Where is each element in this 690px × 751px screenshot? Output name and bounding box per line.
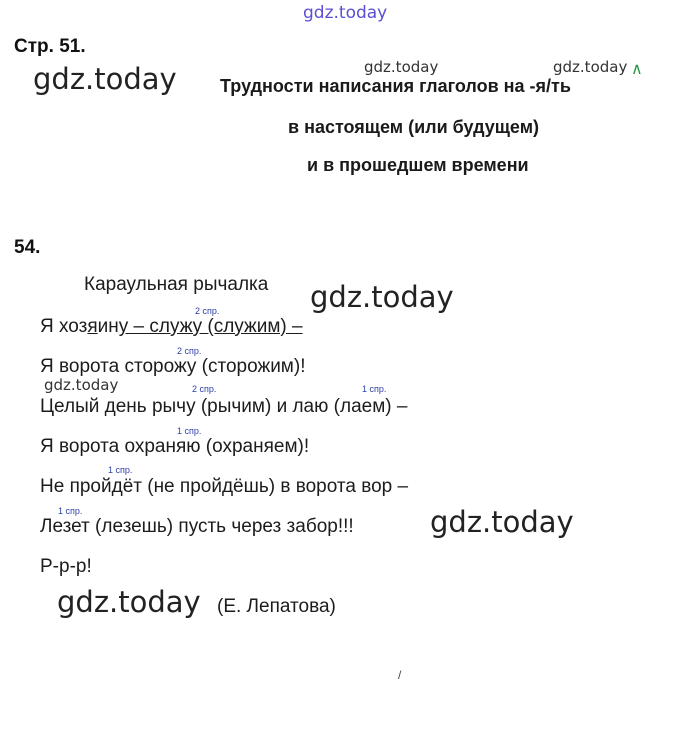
- annotation-4: 1 спр.: [362, 384, 387, 394]
- poem-line-1-part-a: Я хоз: [40, 316, 88, 337]
- poem-line-1-underlined-ya: я: [87, 316, 98, 337]
- poem-line-1-part-c: ин: [97, 316, 119, 337]
- poem-line-2: Я ворота сторожу (сторожим)!: [40, 356, 306, 377]
- watermark-title-center: gdz.today: [364, 58, 439, 76]
- poem-line-3: Целый день рычу (рычим) и лаю (лаем) –: [40, 396, 408, 417]
- exercise-number: 54.: [14, 237, 41, 258]
- page-label: Стр. 51.: [14, 36, 86, 57]
- title-line-1: Трудности написания глаголов на -я/ть: [220, 76, 571, 96]
- title-line-2: в настоящем (или будущем): [288, 117, 540, 137]
- watermark-bottom: gdz.today: [57, 585, 201, 619]
- watermark-left: gdz.today: [33, 62, 177, 96]
- annotation-6: 1 спр.: [108, 465, 133, 475]
- poem-line-1-underlined-u: у – служу (служим) –: [118, 316, 303, 337]
- poem-author: (Е. Лепатова): [217, 596, 336, 617]
- watermark-poem-right: gdz.today: [430, 505, 574, 539]
- poem-line-7: Р-р-р!: [40, 556, 92, 577]
- poem-line-6: Лезет (лезешь) пусть через забор!!!: [40, 516, 354, 537]
- watermark-poem-title: gdz.today: [310, 280, 454, 314]
- annotation-2: 2 спр.: [177, 346, 202, 356]
- watermark-poem-left: gdz.today: [44, 376, 119, 394]
- watermark-title-right: gdz.today: [553, 58, 628, 76]
- check-mark-icon: ∧: [631, 61, 643, 78]
- poem-title: Караульная рычалка: [84, 274, 269, 295]
- poem-line-4: Я ворота охраняю (охраняем)!: [40, 436, 310, 457]
- poem-line-5: Не пройдёт (не пройдёшь) в ворота вор –: [40, 476, 409, 497]
- stray-mark: /: [398, 668, 402, 682]
- annotation-7: 1 спр.: [58, 506, 83, 516]
- annotation-5: 1 спр.: [177, 426, 202, 436]
- annotation-3: 2 спр.: [192, 384, 217, 394]
- watermark-top: gdz.today: [303, 3, 388, 23]
- poem-line-1: [40, 316, 303, 338]
- annotation-1: 2 спр.: [195, 306, 220, 316]
- title-line-3: и в прошедшем времени: [307, 155, 529, 175]
